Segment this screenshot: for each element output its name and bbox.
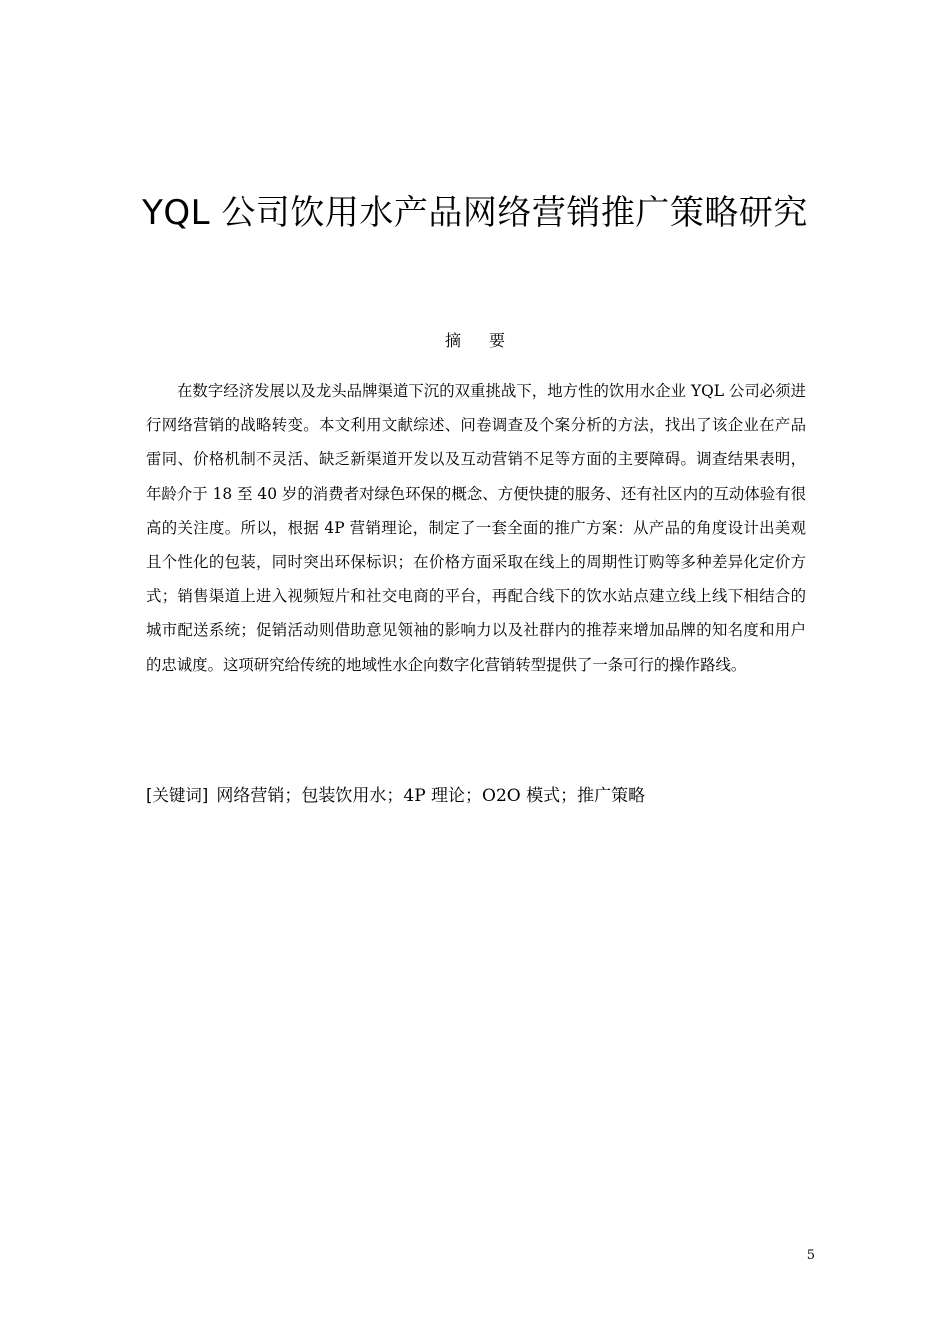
abstract-heading-char-1: 摘 xyxy=(444,331,461,350)
abstract-heading-char-2: 要 xyxy=(489,331,506,350)
document-title: YQL 公司饮用水产品网络营销推广策略研究 xyxy=(142,193,808,233)
keywords-value: 网络营销；包装饮用水；4P 理论；O2O 模式；推广策略 xyxy=(216,786,646,806)
abstract-heading xyxy=(140,330,810,352)
keywords-line xyxy=(146,782,806,810)
page-number: 5 xyxy=(806,1248,815,1263)
keywords-label: [关键词] xyxy=(146,786,209,805)
abstract-body: 在数字经济发展以及龙头品牌渠道下沉的双重挑战下，地方性的饮用水企业 YQL 公司必须进行网络营销的战略转变。本文利用文献综述、问卷调查及个案分析的方法，找出了该企业在产品雷同、价格机制不灵活、缺乏新渠道开发以及互动营销不足等方面的主要障碍。调查结果表明，年龄介于 18 至 40 岁的消费者对绿色环保的概念、方便快捷的服务、还有社区内的互动体验有很高的关注度。所以，根据 4P 营销理论，制定了一套全面的推广方案：从产品的角度设计出美观且个性化的包装，同时突出环保标识；在价格方面采取在线上的周期性订购等多种差异化定价方式；销售渠道上进入视频短片和社交电商的平台，再配合线下的饮水站点建立线上线下相结合的城市配送系统；促销活动则借助意见领袖的影响力以及社群内的推荐来增加品牌的知名度和用户的忠诚度。这项研究给传统的地域性水企向数字化营销转型提供了一条可行的操作路线。 xyxy=(146,382,806,674)
